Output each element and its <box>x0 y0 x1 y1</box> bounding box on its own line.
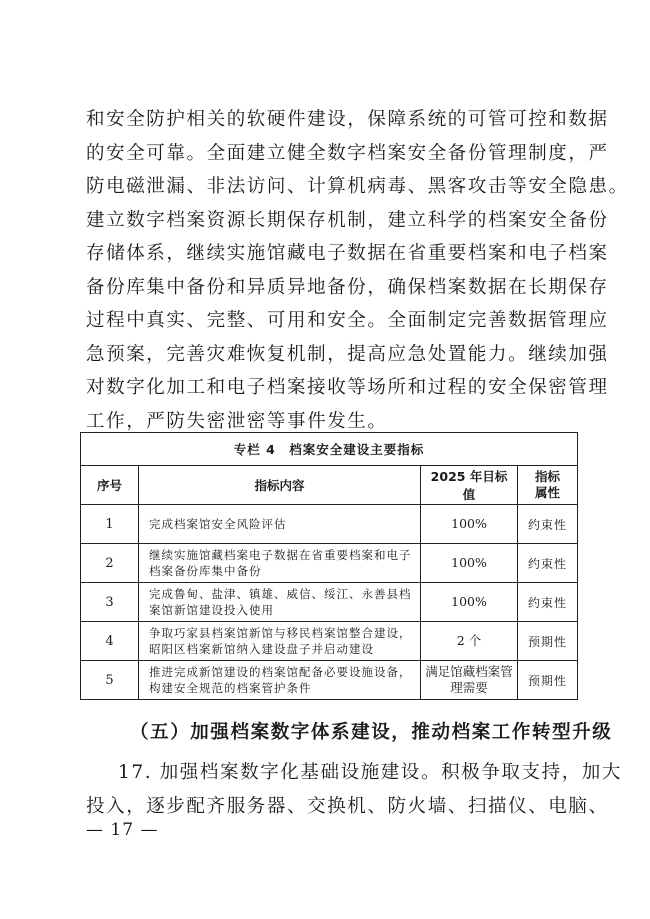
table-row <box>81 622 578 661</box>
text-line: 17. 加强档案数字化基础设施建设。积极争取支持，加大 <box>118 762 623 783</box>
row-attr: 约束性 <box>518 583 578 622</box>
header-attr-line2: 属性 <box>534 485 560 500</box>
text-line: 防电磁泄漏、非法访问、计算机病毒、黑客攻击等安全隐患。 <box>86 176 629 197</box>
row-no: 3 <box>81 583 139 622</box>
table-row <box>81 661 578 700</box>
text-line: 存储体系，继续实施馆藏电子数据在省重要档案和电子档案 <box>86 243 609 264</box>
row-target: 2 个 <box>421 622 518 661</box>
row-attr: 预期性 <box>518 622 578 661</box>
table-row <box>81 544 578 583</box>
text-line: 工作，严防失密泄密等事件发生。 <box>86 410 388 432</box>
row-content: 继续实施馆藏档案电子数据在省重要档案和电子档案备份库集中备份 <box>139 544 421 583</box>
body-paragraph <box>86 103 629 438</box>
text-line: 对数字化加工和电子档案接收等场所和过程的安全保密管理 <box>86 377 609 398</box>
row-attr: 约束性 <box>518 544 578 583</box>
table-header-row <box>81 466 578 505</box>
text-line: 备份库集中备份和异质异地备份，确保档案数据在长期保存 <box>86 276 609 298</box>
text-line: 和安全防护相关的软硬件建设，保障系统的可管可控和数据 <box>86 109 609 130</box>
text-line: 急预案，完善灾难恢复机制，提高应急处置能力。继续加强 <box>86 343 609 365</box>
row-attr: 预期性 <box>518 661 578 700</box>
row-content: 推进完成新馆建设的档案馆配备必要设施设备，构建安全规范的档案管护条件 <box>139 661 421 700</box>
header-no: 序号 <box>81 466 139 505</box>
table-row <box>81 505 578 544</box>
row-no: 4 <box>81 622 139 661</box>
body-paragraph <box>86 756 623 823</box>
row-target: 100% <box>421 505 518 544</box>
row-content: 完成鲁甸、盐津、镇雄、威信、绥江、永善县档案馆新馆建设投入使用 <box>139 583 421 622</box>
page-number: — 17 — <box>86 820 159 840</box>
row-target: 100% <box>421 544 518 583</box>
text-line: 的安全可靠。全面建立健全数字档案安全备份管理制度，严 <box>86 142 609 164</box>
metrics-table <box>80 432 578 700</box>
row-no: 5 <box>81 661 139 700</box>
table-caption: 专栏 4 档案安全建设主要指标 <box>81 433 578 466</box>
row-attr: 约束性 <box>518 505 578 544</box>
text-line: 投入，逐步配齐服务器、交换机、防火墙、扫描仪、电脑、 <box>86 795 609 817</box>
header-attr-line1: 指标 <box>534 469 560 484</box>
text-line: 过程中真实、完整、可用和安全。全面制定完善数据管理应 <box>86 310 609 331</box>
row-target: 满足馆藏档案管理需要 <box>421 661 518 700</box>
row-content: 完成档案馆安全风险评估 <box>139 505 421 544</box>
row-no: 1 <box>81 505 139 544</box>
header-content: 指标内容 <box>139 466 421 505</box>
row-no: 2 <box>81 544 139 583</box>
header-target: 2025 年目标值 <box>421 466 518 505</box>
table-row <box>81 583 578 622</box>
row-content: 争取巧家县档案馆新馆与移民档案馆整合建设，昭阳区档案新馆纳入建设盘子并启动建设 <box>139 622 421 661</box>
text-line: 建立数字档案资源长期保存机制，建立科学的档案安全备份 <box>86 209 609 231</box>
header-attr <box>518 466 578 505</box>
row-target: 100% <box>421 583 518 622</box>
section-heading: （五）加强档案数字体系建设，推动档案工作转型升级 <box>130 722 613 743</box>
